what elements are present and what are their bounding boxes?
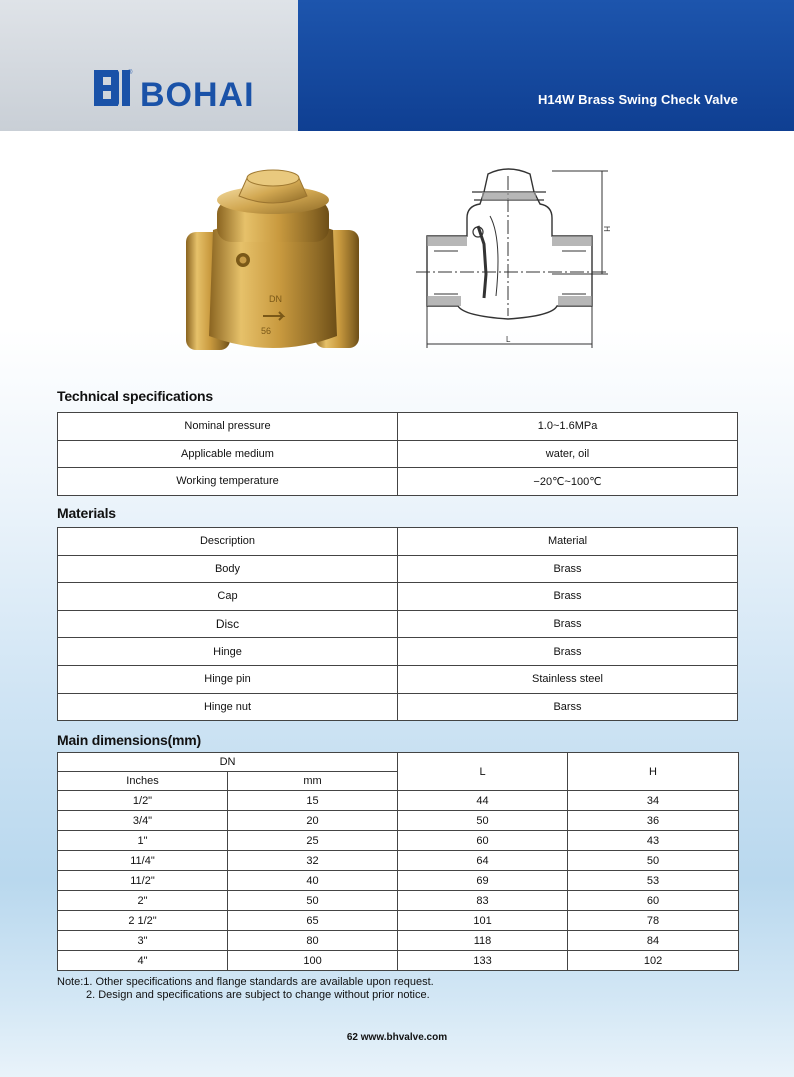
table-row (58, 791, 739, 811)
dimension-l-cell: 69 (398, 871, 568, 891)
material-value: Brass (398, 583, 738, 611)
dimension-inches-cell: 1/2" (58, 791, 228, 811)
dimension-label-l: L (506, 335, 511, 344)
dimension-l-cell: 133 (398, 951, 568, 971)
spec-value: 1.0~1.6MPa (398, 413, 738, 441)
dimension-l-cell: 44 (398, 791, 568, 811)
table-row (58, 583, 738, 611)
bohai-logo (92, 64, 272, 110)
dimension-l-cell: 50 (398, 811, 568, 831)
dimension-inches-cell: 2" (58, 891, 228, 911)
material-description: Disc (58, 610, 398, 638)
dimension-inches-cell: 1" (58, 831, 228, 851)
dimension-h-cell: 84 (568, 931, 739, 951)
dimension-mm-cell: 50 (228, 891, 398, 911)
materials-table (57, 527, 738, 721)
spec-label: Nominal pressure (58, 413, 398, 441)
spec-label: Applicable medium (58, 440, 398, 468)
material-value: Brass (398, 610, 738, 638)
table-row (58, 851, 739, 871)
dimension-mm-cell: 25 (228, 831, 398, 851)
table-row (58, 468, 738, 496)
dimension-inches-cell: 3" (58, 931, 228, 951)
technical-specifications-heading: Technical specifications (57, 388, 213, 404)
material-description: Hinge nut (58, 693, 398, 721)
main-dimensions-table (57, 752, 739, 971)
table-row (58, 665, 738, 693)
dimension-mm-cell: 20 (228, 811, 398, 831)
material-value: Brass (398, 638, 738, 666)
dimension-h-cell: 60 (568, 891, 739, 911)
svg-text:56: 56 (261, 326, 272, 336)
table-row (58, 555, 738, 583)
page-footer (0, 1032, 794, 1043)
technical-specifications-table (57, 412, 738, 496)
valve-photo (183, 160, 363, 360)
dimension-inches-cell: 11/2" (58, 871, 228, 891)
table-row (58, 638, 738, 666)
column-header-mm: mm (228, 772, 398, 791)
spec-value: water, oil (398, 440, 738, 468)
dimension-inches-cell: 11/4" (58, 851, 228, 871)
dimension-mm-cell: 40 (228, 871, 398, 891)
dimension-inches-cell: 2 1/2" (58, 911, 228, 931)
table-row (58, 811, 739, 831)
table-row (58, 951, 739, 971)
dimension-h-cell: 102 (568, 951, 739, 971)
svg-text:®: ® (128, 70, 133, 76)
dimension-h-cell: 43 (568, 831, 739, 851)
column-header-dn: DN (58, 753, 398, 772)
notes (57, 976, 434, 1002)
header-title-panel (298, 0, 794, 131)
table-row (58, 413, 738, 441)
materials-heading: Materials (57, 505, 116, 521)
note-line-2: 2. Design and specifications are subject to change without prior notice. (86, 989, 430, 1001)
dimension-l-cell: 60 (398, 831, 568, 851)
material-description: Hinge pin (58, 665, 398, 693)
page-number: 62 (346, 1032, 358, 1043)
column-header-inches: Inches (58, 772, 228, 791)
dimension-mm-cell: 65 (228, 911, 398, 931)
table-row (58, 610, 738, 638)
material-description: Body (58, 555, 398, 583)
website-url[interactable]: www.bhvalve.com (360, 1032, 448, 1043)
dimension-inches-cell: 4" (58, 951, 228, 971)
spec-value: −20℃~100℃ (398, 468, 738, 496)
table-row (58, 693, 738, 721)
material-value: Brass (398, 555, 738, 583)
dimension-l-cell: 83 (398, 891, 568, 911)
material-description: Cap (58, 583, 398, 611)
note-line-1: Note:1. Other specifications and flange standards are available upon request. (57, 976, 434, 988)
table-row (58, 831, 739, 851)
document-title: H14W Brass Swing Check Valve (537, 92, 738, 107)
column-header-h: H (568, 753, 739, 791)
column-header-description: Description (58, 528, 398, 556)
dimension-mm-cell: 80 (228, 931, 398, 951)
main-dimensions-heading: Main dimensions(mm) (57, 732, 201, 748)
table-header-row (58, 753, 739, 772)
dimension-l-cell: 101 (398, 911, 568, 931)
table-row (58, 891, 739, 911)
material-value: Stainless steel (398, 665, 738, 693)
dimension-l-cell: 118 (398, 931, 568, 951)
dimension-inches-cell: 3/4" (58, 811, 228, 831)
dimension-l-cell: 64 (398, 851, 568, 871)
table-row (58, 440, 738, 468)
svg-text:DN: DN (269, 294, 282, 304)
table-row (58, 931, 739, 951)
column-header-l: L (398, 753, 568, 791)
dimension-h-cell: 53 (568, 871, 739, 891)
table-row (58, 871, 739, 891)
spec-label: Working temperature (58, 468, 398, 496)
table-header-row (58, 528, 738, 556)
dimension-mm-cell: 32 (228, 851, 398, 871)
dimension-label-h: H (602, 226, 611, 232)
material-value: Barss (398, 693, 738, 721)
brand-wordmark: BOHAI (140, 76, 255, 110)
dimension-h-cell: 78 (568, 911, 739, 931)
valve-section-drawing (412, 156, 612, 352)
column-header-material: Material (398, 528, 738, 556)
dimension-h-cell: 36 (568, 811, 739, 831)
material-description: Hinge (58, 638, 398, 666)
table-row (58, 911, 739, 931)
dimension-mm-cell: 100 (228, 951, 398, 971)
dimension-mm-cell: 15 (228, 791, 398, 811)
dimension-h-cell: 34 (568, 791, 739, 811)
dimension-h-cell: 50 (568, 851, 739, 871)
